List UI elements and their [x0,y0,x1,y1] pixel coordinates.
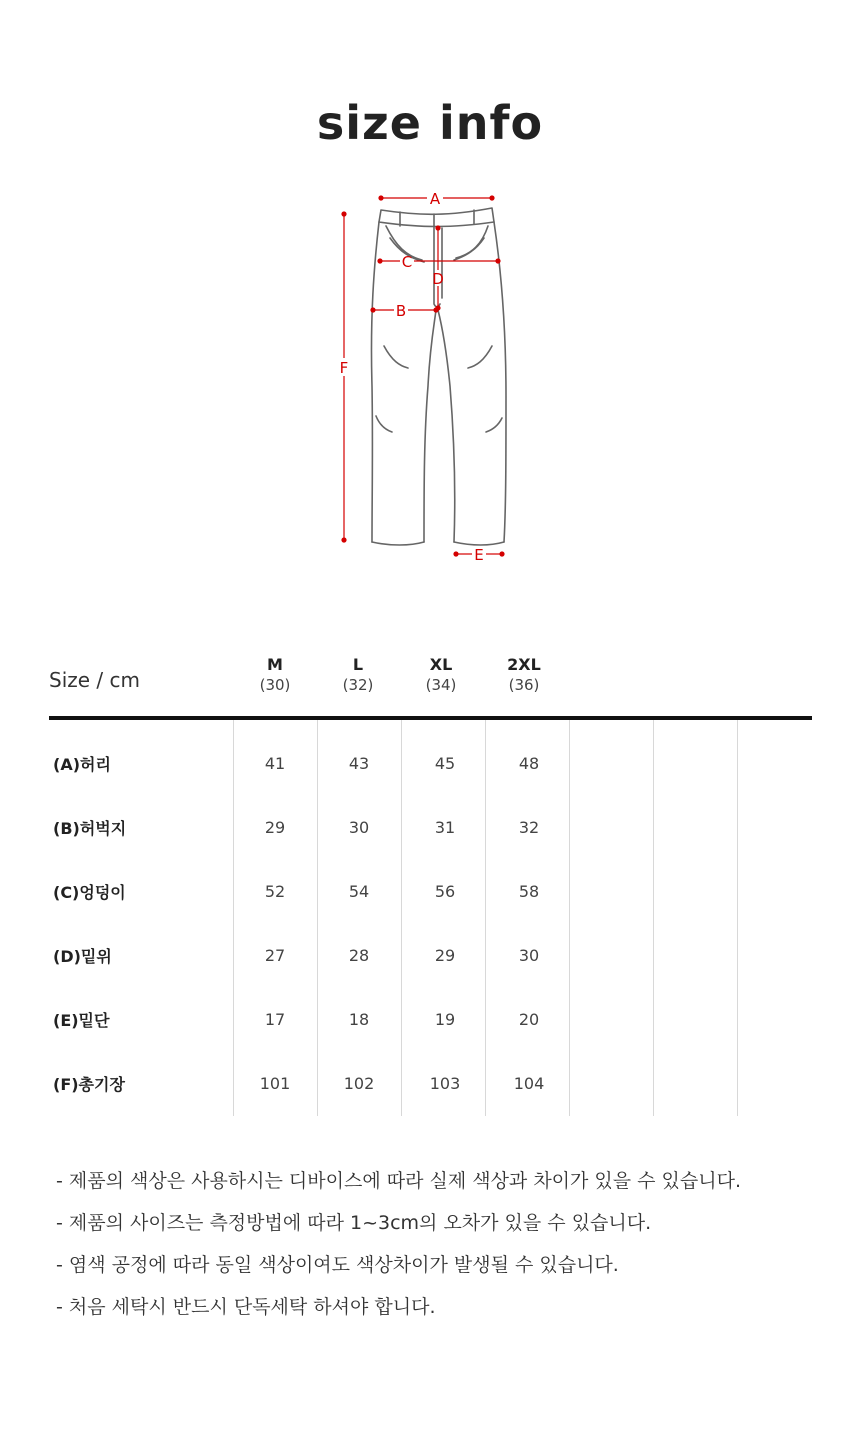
row-label: (D)밑위 [53,947,112,966]
cell-value: 29 [264,818,286,837]
cell-value: 54 [348,882,370,901]
size-table-header [49,650,812,720]
cell-value: 30 [348,818,370,837]
size-name: XL [429,655,453,674]
notice-item: - 염색 공정에 따라 동일 색상이여도 색상차이가 발생될 수 있습니다. [56,1254,619,1276]
column-header [482,654,566,696]
waist-size: (36) [508,676,540,694]
cell-value: 103 [429,1074,461,1093]
dim-label-d: D [432,270,444,288]
size-table-body [49,720,812,1116]
table-row [49,784,812,848]
cell-value: 41 [264,754,286,773]
cell-value: 30 [518,946,540,965]
column-header [316,654,400,696]
row-label: (A)허리 [53,755,111,774]
dim-label-a: A [429,190,441,208]
size-name: L [352,655,364,674]
cell-value: 45 [434,754,456,773]
cell-value: 104 [513,1074,545,1093]
cell-value: 102 [343,1074,375,1093]
size-diagram [330,186,530,570]
cell-value: 31 [434,818,456,837]
cell-value: 52 [264,882,286,901]
row-label: (F)총기장 [53,1075,125,1094]
dim-label-f: F [339,359,349,377]
table-row [49,912,812,976]
cell-value: 56 [434,882,456,901]
notice-item: - 제품의 색상은 사용하시는 디바이스에 따라 실제 색상과 차이가 있을 수 있습니다. [56,1170,742,1192]
cell-value: 20 [518,1010,540,1029]
table-row [49,720,812,784]
waist-size: (32) [342,676,374,694]
dim-label-c: C [401,253,413,271]
waist-size: (30) [259,676,291,694]
cell-value: 29 [434,946,456,965]
waist-size: (34) [425,676,457,694]
page-title: size info [316,96,544,150]
unit-label: Size / cm [49,668,140,692]
row-label: (C)엉덩이 [53,883,126,902]
cell-value: 27 [264,946,286,965]
table-row [49,976,812,1040]
cell-value: 58 [518,882,540,901]
notice-item: - 처음 세탁시 반드시 단독세탁 하셔야 합니다. [56,1296,436,1318]
dim-label-e: E [474,546,484,564]
column-header [233,654,317,696]
notice-list [56,1164,816,1332]
size-table [49,650,812,1116]
table-row [49,848,812,912]
cell-value: 18 [348,1010,370,1029]
table-row [49,1040,812,1104]
cell-value: 17 [264,1010,286,1029]
cell-value: 48 [518,754,540,773]
cell-value: 101 [259,1074,291,1093]
pants-outline-icon [330,186,530,570]
cell-value: 28 [348,946,370,965]
notice-item: - 제품의 사이즈는 측정방법에 따라 1~3cm의 오차가 있을 수 있습니다. [56,1212,652,1234]
size-name: M [267,655,283,674]
row-label: (E)밑단 [53,1011,110,1030]
cell-value: 32 [518,818,540,837]
row-label: (B)허벅지 [53,819,127,838]
cell-value: 43 [348,754,370,773]
cell-value: 19 [434,1010,456,1029]
column-header [399,654,483,696]
dim-label-b: B [395,302,407,320]
size-name: 2XL [507,655,541,674]
